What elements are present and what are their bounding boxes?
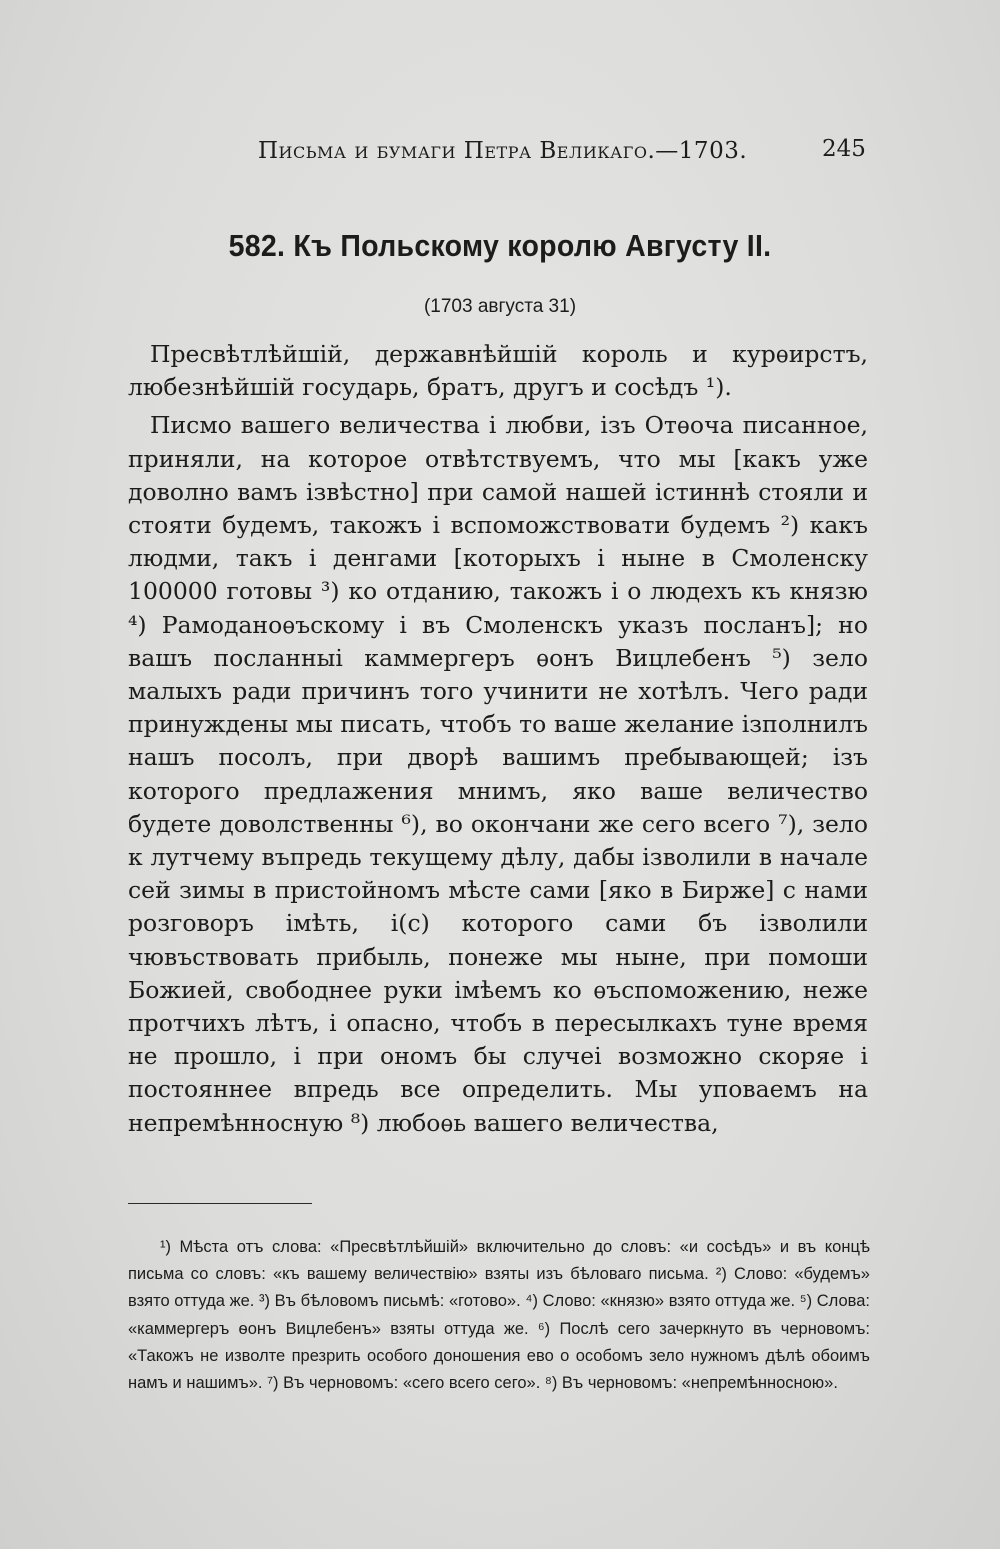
footnote-divider <box>128 1203 312 1204</box>
letter-body <box>128 338 868 1140</box>
page-number: 245 <box>822 136 866 162</box>
footnotes <box>128 1234 870 1397</box>
footnotes-text: ¹) Мѣста отъ слова: «Пресвѣтлѣйшій» включительно до словъ: «и сосѣдъ» и въ концѣ письма со словъ: «къ вашему величествію» взяты изъ бѣловаго письма. ²) Слово: «будемъ» взято оттуда же. ³) Въ бѣловомъ письмѣ: «готово». ⁴) Слово: «князю» взято оттуда же. ⁵) Слова: «каммергеръ ѳонъ Вицлебенъ» взяты оттуда же. ⁶) Послѣ сего зачеркнуто въ черновомъ: «Такожъ не изволте презрить особого доношения ево о особомъ зело нужномъ дѣлѣ обоимъ намъ и нашимъ». ⁷) Въ черновомъ: «сего всего сего». ⁸) Въ черновомъ: «непремѣнносною». <box>128 1238 870 1393</box>
document-title: 582. Къ Польскому королю Августу II. <box>228 228 772 263</box>
paragraph-main: Писмо вашего величества і любви, ізъ Отѳоча писанное, приняли, на которое отвѣтствуемъ, что мы [какъ уже доволно вамъ ізвѣстно] при самой нашей істиннѣ стояли и стояти будемъ, такожъ і вспоможствовати будемъ ²) какъ людми, такъ і денгами [которыхъ і ныне в Смоленску 100000 готовы ³) ко отданию, такожъ і о людехъ къ князю ⁴) Рамоданоѳъскому і въ Смоленскъ указъ посланъ]; но вашъ посланныі каммергеръ ѳонъ Вицлебенъ ⁵) зело малыхъ ради причинъ того учинити не хотѣлъ. Чего ради принуждены мы писать, чтобъ то ваше желание ізполнилъ нашъ посолъ, при дворѣ вашимъ пребывающей; ізъ которого предлажения мнимъ, яко ваше величество будете доволственны ⁶), во окончани же сего всего ⁷), зело к лутчему въпредь текущему дѣлу, дабы ізволили в начале сей зимы в пристойномъ мѣсте сами [яко в Бирже] с нами розговоръ імѣть, і(с) которого сами бъ ізволили чювъствовать прибыль, понеже мы ныне, при помоши Божией, свободнее руки імѣемъ ко ѳъспоможению, неже протчихъ лѣтъ, і опасно, чтобъ в пересылкахъ туне время не прошло, і при ономъ бы случеі возможно скоряе і постояннее впредь все определить. Мы уповаемъ на непремѣнносную ⁸) любоѳь вашего величества, <box>128 411 868 1137</box>
paragraph-salutation: Пресвѣтлѣйшій, державнѣйшій король и курѳирстъ, любезнѣйшій государь, братъ, другъ и сосѣдъ ¹). <box>128 340 868 402</box>
document-date: (1703 августа 31) <box>423 296 577 317</box>
running-head: Письма и бумаги Петра Великаго.—1703. <box>258 138 748 164</box>
